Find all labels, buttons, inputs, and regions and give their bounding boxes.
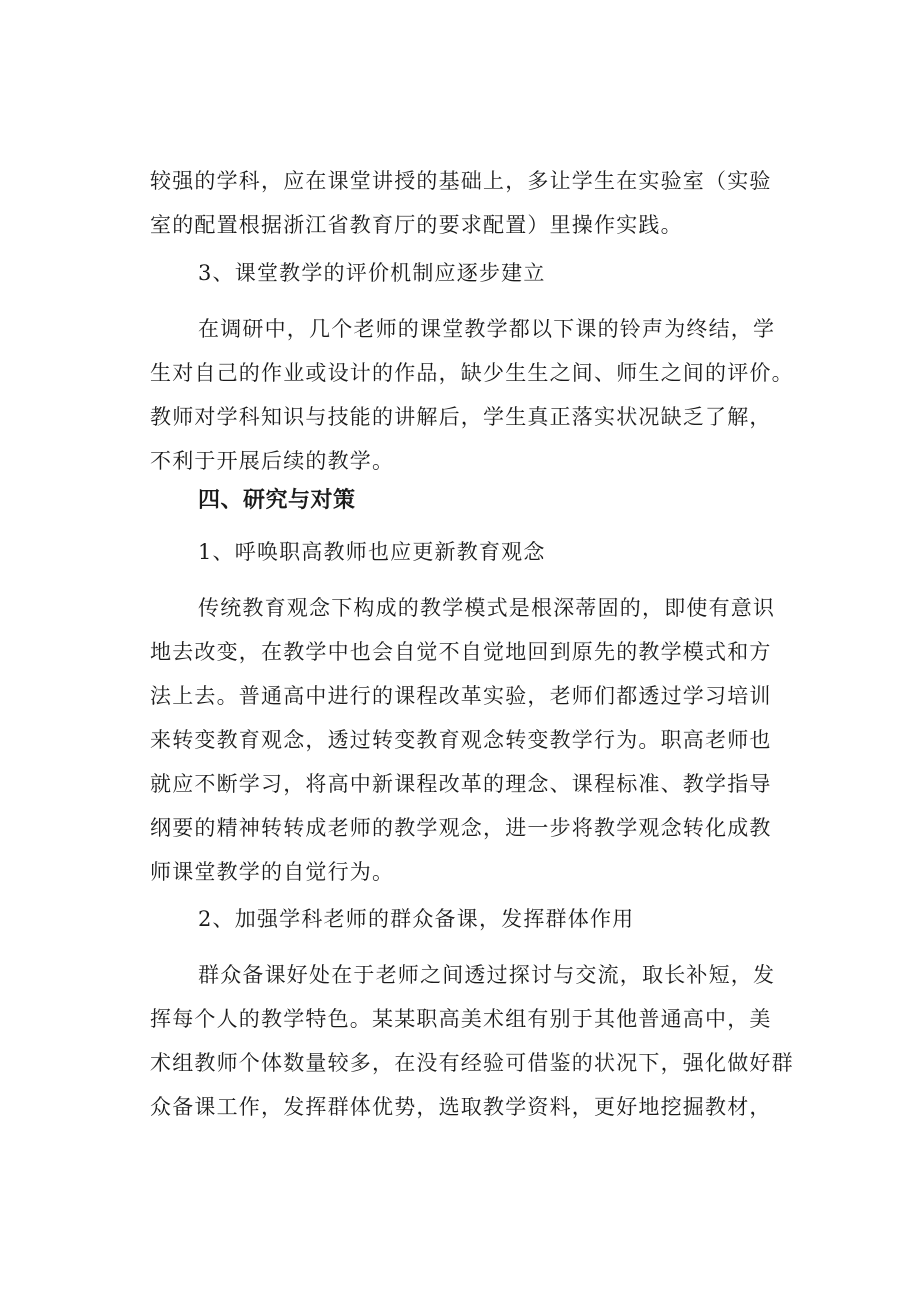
paragraph-first-line: 在调研中，几个老师的课堂教学都以下课的铃声为终结，学 <box>198 317 776 341</box>
paragraph-first-line: 传统教育观念下构成的教学模式是根深蒂固的，即使有意识 <box>198 596 776 620</box>
body-line: 不利于开展后续的教学。 <box>150 449 395 473</box>
body-line: 地去改变，在教学中也会自觉不自觉地回到原先的教学模式和方 <box>150 640 772 664</box>
paragraph-first-line: 群众备课好处在于老师之间透过探讨与交流，取长补短，发 <box>198 963 776 987</box>
subsection-heading: 2、加强学科老师的群众备课，发挥群体作用 <box>198 907 635 931</box>
body-line: 来转变教育观念，透过转变教育观念转变教学行为。职高老师也 <box>150 728 772 752</box>
body-line: 就应不断学习，将高中新课程改革的理念、课程标准、教学指导 <box>150 772 772 796</box>
subsection-heading: 1、呼唤职高教师也应更新教育观念 <box>198 540 546 564</box>
body-line: 挥每个人的教学特色。某某职高美术组有别于其他普通高中，美 <box>150 1007 772 1031</box>
body-line: 生对自己的作业或设计的作品，缺少生生之间、师生之间的评价。 <box>150 361 794 385</box>
body-line: 术组教师个体数量较多，在没有经验可借鉴的状况下，强化做好群 <box>150 1051 794 1075</box>
body-line: 纲要的精神转转成老师的教学观念，进一步将教学观念转化成教 <box>150 816 772 840</box>
body-line: 法上去。普通高中进行的课程改革实验，老师们都透过学习培训 <box>150 684 772 708</box>
body-line: 较强的学科，应在课堂讲授的基础上，多让学生在实验室（实验 <box>150 169 772 193</box>
body-line: 师课堂教学的自觉行为。 <box>150 860 395 884</box>
body-line: 众备课工作，发挥群体优势，选取教学资料，更好地挖掘教材， <box>150 1095 772 1119</box>
body-line: 室的配置根据浙江省教育厅的要求配置）里操作实践。 <box>150 213 683 237</box>
body-line: 教师对学科知识与技能的讲解后，学生真正落实状况缺乏了解， <box>150 405 772 429</box>
subsection-heading: 3、课堂教学的评价机制应逐步建立 <box>198 261 546 285</box>
section-heading: 四、研究与对策 <box>198 488 356 513</box>
